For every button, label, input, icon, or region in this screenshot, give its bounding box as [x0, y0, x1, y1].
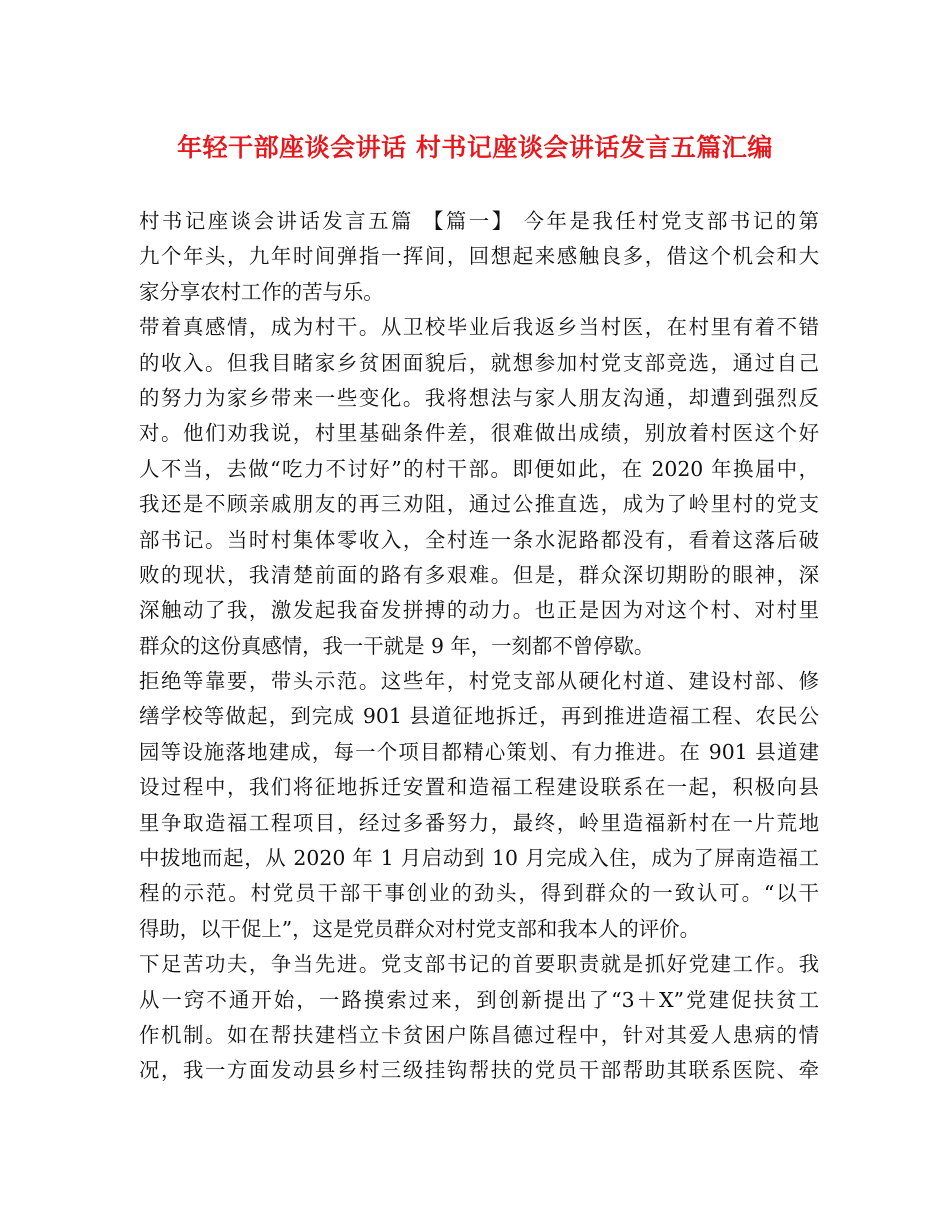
text-line: 缮学校等做起，到完成 901 县道征地拆迁，再到推进造福工程、农民公	[139, 704, 819, 729]
text-line: 的努力为家乡带来一些变化。我将想法与家人朋友沟通，却遭到强烈反	[139, 385, 819, 410]
text-line: 深触动了我，激发起我奋发拼搏的动力。也正是因为对这个村、对村里	[139, 598, 819, 623]
text-line: 得助，以干促上”，这是党员群众对村党支部和我本人的评价。	[139, 916, 700, 941]
text-line: 九个年头，九年时间弹指一挥间，回想起来感触良多，借这个机会和大	[139, 244, 819, 269]
text-line: 部书记。当时村集体零收入，全村连一条水泥路都没有，看着这落后破	[139, 527, 819, 552]
text-line: 群众的这份真感情，我一干就是 9 年，一刻都不曾停歇。	[139, 633, 655, 658]
text-line: 况，我一方面发动县乡村三级挂钩帮扶的党员干部帮助其联系医院、牵	[139, 1058, 819, 1083]
text-line: 中拔地而起，从 2020 年 1 月启动到 10 月完成入住，成为了屏南造福工	[139, 846, 819, 871]
text-line: 带着真感情，成为村干。从卫校毕业后我返乡当村医，在村里有着不错	[139, 315, 819, 340]
text-line: 家分享农村工作的苦与乐。	[139, 279, 384, 304]
text-line: 设过程中，我们将征地拆迁安置和造福工程建设联系在一起，积极向县	[139, 775, 819, 800]
text-line: 败的现状，我清楚前面的路有多艰难。但是，群众深切期盼的眼神，深	[139, 562, 819, 587]
text-line: 我还是不顾亲戚朋友的再三劝阻，通过公推直选，成为了岭里村的党支	[139, 492, 819, 517]
document-body	[139, 204, 819, 1089]
text-line: 对。他们劝我说，村里基础条件差，很难做出成绩，别放着村医这个好	[139, 421, 819, 446]
document-title: 年轻干部座谈会讲话 村书记座谈会讲话发言五篇汇编	[177, 133, 773, 162]
text-line: 作机制。如在帮扶建档立卡贫困户陈昌德过程中，针对其爱人患病的情	[139, 1022, 819, 1047]
text-line: 村书记座谈会讲话发言五篇 【篇一】 今年是我任村党支部书记的第	[139, 209, 819, 233]
text-line: 从一窍不通开始，一路摸索过来，到创新提出了“3＋X”党建促扶贫工	[139, 987, 819, 1012]
text-line: 程的示范。村党员干部干事创业的劲头，得到群众的一致认可。“以干	[139, 881, 819, 906]
text-line: 拒绝等靠要，带头示范。这些年，村党支部从硬化村道、建设村部、修	[139, 669, 819, 694]
text-line: 园等设施落地建成，每一个项目都精心策划、有力推进。在 901 县道建	[139, 739, 819, 764]
text-line: 下足苦功夫，争当先进。党支部书记的首要职责就是抓好党建工作。我	[139, 952, 819, 977]
text-line: 的收入。但我目睹家乡贫困面貌后，就想参加村党支部竞选，通过自己	[139, 350, 819, 375]
text-line: 人不当，去做“吃力不讨好”的村干部。即便如此，在 2020 年换届中，	[139, 456, 819, 481]
text-line: 里争取造福工程项目，经过多番努力，最终，岭里造福新村在一片荒地	[139, 810, 819, 835]
